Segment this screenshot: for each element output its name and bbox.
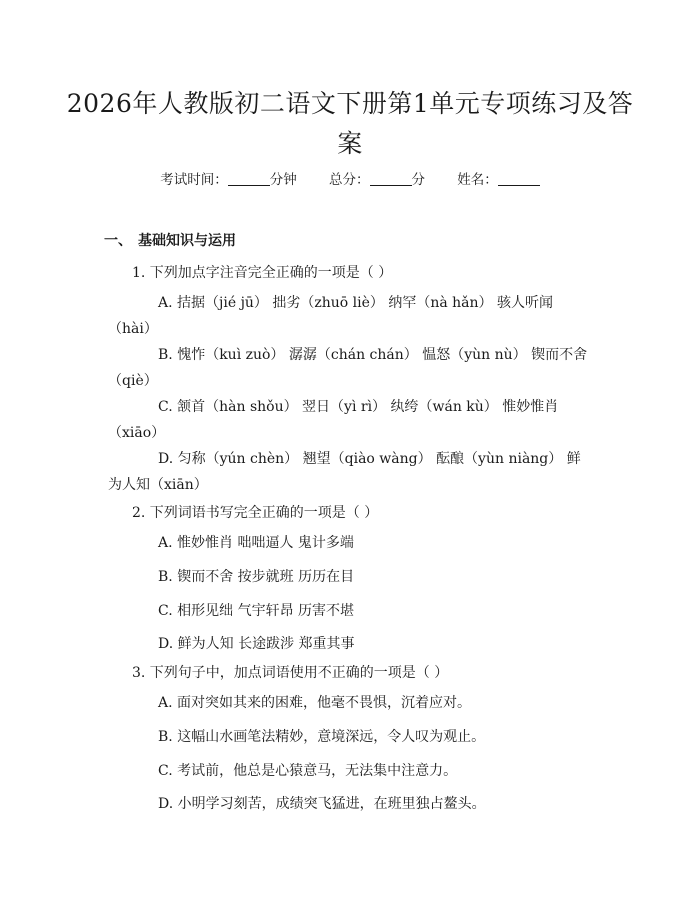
total-score-unit: 分 [411,172,425,188]
exam-time-blank [228,172,270,186]
question-1-stem: 1. 下列加点字注音完全正确的一项是（ ） [132,265,393,281]
question-1-option-a: A. 拮据（jié jū） 拙劣（zhuō liè） 纳罕（nà hǎn） 骇人听闻（hài） [108,295,553,337]
question-2-option-a: A. 惟妙惟肖 咄咄逼人 鬼计多端 [158,535,354,551]
question-1-option-c: C. 颔首（hàn shǒu） 翌日（yì rì） 纨绔（wán kù） 惟妙惟肖（xiāo） [108,399,559,441]
total-score-field [329,172,429,188]
question-2-option-c: C. 相形见绌 气宇轩昂 历害不堪 [158,603,355,619]
section-title: 基础知识与运用 [138,233,236,249]
document-title: 2026年人教版初二语文下册第1单元专项练习及答案 [66,89,634,158]
name-label: 姓名： [457,172,498,188]
question-2-option-b: B. 锲而不舍 按步就班 历历在目 [158,569,355,585]
name-field [457,172,540,188]
exam-time-field [160,172,301,188]
exam-info-line [0,168,700,188]
section-heading [104,230,236,250]
exam-time-unit: 分钟 [269,172,297,188]
exam-time-label: 考试时间： [160,172,228,188]
total-score-label: 总分： [329,172,370,188]
total-score-blank [370,172,412,186]
question-1-option-d: D. 匀称（yún chèn） 翘望（qiào wàng） 酝酿（yùn niàng） 鲜为人知（xiān） [108,451,581,493]
question-3-stem: 3. 下列句子中，加点词语使用不正确的一项是（ ） [132,665,449,681]
question-3-option-a: A. 面对突如其来的困难，他毫不畏惧，沉着应对。 [158,695,472,711]
section-number: 一、 [104,233,132,249]
question-3-option-b: B. 这幅山水画笔法精妙，意境深远，令人叹为观止。 [158,729,486,745]
question-3-option-d: D. 小明学习刻苦，成绩突飞猛进，在班里独占鳌头。 [158,796,486,812]
name-blank [498,172,540,186]
question-2-option-d: D. 鲜为人知 长途跋涉 郑重其事 [158,636,355,652]
question-2-stem: 2. 下列词语书写完全正确的一项是（ ） [132,505,379,521]
question-1-option-b: B. 愧怍（kuì zuò） 潺潺（chán chán） 愠怒（yùn nù） 锲而不舍（qiè） [108,347,588,389]
question-3-option-c: C. 考试前，他总是心猿意马，无法集中注意力。 [158,763,458,779]
